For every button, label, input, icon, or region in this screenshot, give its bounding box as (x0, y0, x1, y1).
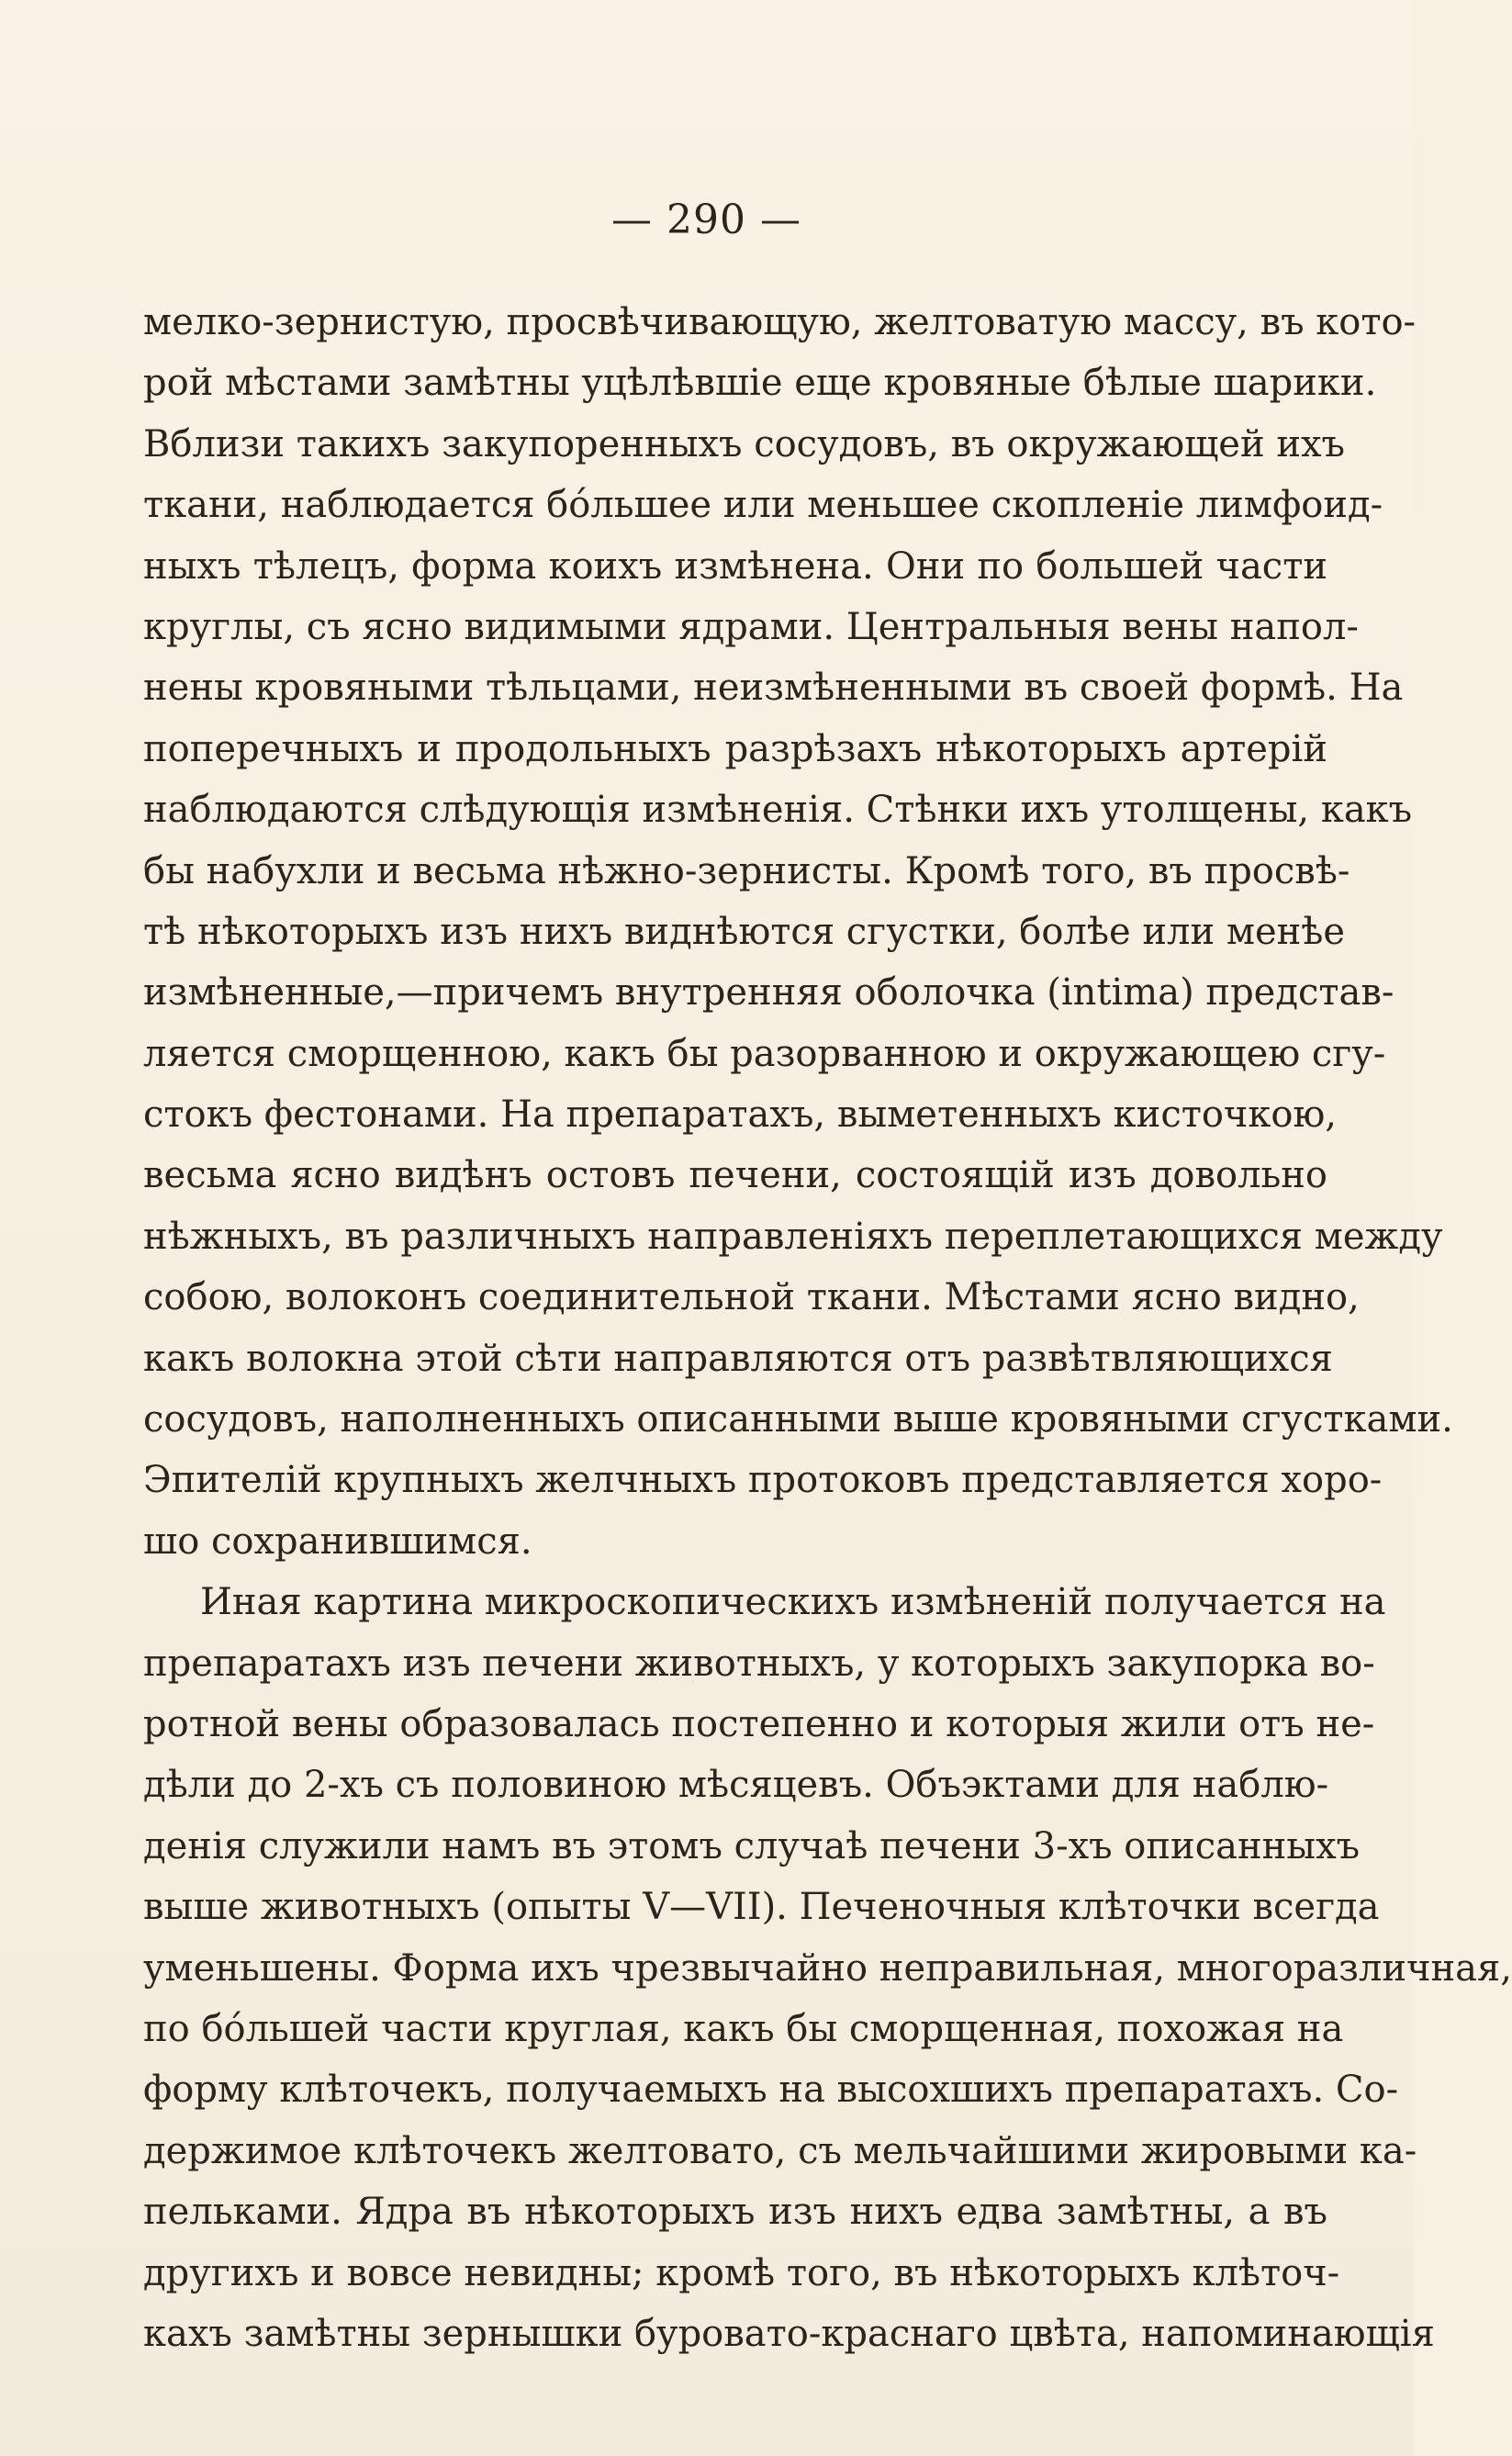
text-line: другихъ и вовсе невидны; кромѣ того, въ нѣкоторыхъ клѣточ- (143, 2251, 1340, 2294)
page-number: — 290 — (611, 196, 801, 243)
text-line: бы набухли и весьма нѣжно-зернисты. Кромѣ того, въ просвѣ- (143, 849, 1350, 892)
paragraph (143, 292, 1453, 1572)
text-line: Вблизи такихъ закупоренныхъ сосудовъ, въ окружающей ихъ (143, 422, 1346, 465)
paragraph (143, 1572, 1512, 2364)
text-line: нѣжныхъ, въ различныхъ направленіяхъ переплетающихся между (143, 1215, 1443, 1258)
text-line: ляется сморщенною, какъ бы разорванною и окружающею сгу- (143, 1032, 1386, 1075)
text-line: нены кровяными тѣльцами, неизмѣненными въ своей формѣ. На (143, 667, 1404, 710)
text-line: поперечныхъ и продольныхъ разрѣзахъ нѣкоторыхъ артерій (143, 727, 1327, 770)
text-line: собою, волоконъ соединительной ткани. Мѣстами ясно видно, (143, 1276, 1360, 1319)
text-line: стокъ фестонами. На препаратахъ, выметенныхъ кисточкою, (143, 1093, 1337, 1137)
text-line: ротной вены образовалась постепенно и которыя жили отъ не- (143, 1702, 1375, 1745)
text-line: пельками. Ядра въ нѣкоторыхъ изъ нихъ едва замѣтны, а въ (143, 2191, 1327, 2234)
text-line: какъ волокна этой сѣти направляются отъ развѣтвляющихся (143, 1337, 1333, 1380)
text-line: денія служили намъ въ этомъ случаѣ печени 3-хъ описанныхъ (143, 1824, 1361, 1867)
text-line: по бо́льшей части круглая, какъ бы сморщенная, похожая на (143, 2007, 1344, 2050)
text-line: Иная картина микроскопическихъ измѣненій получается на (200, 1581, 1386, 1624)
text-line: тѣ нѣкоторыхъ изъ нихъ виднѣются сгустки, болѣе или менѣе (143, 910, 1346, 953)
text-line: весьма ясно видѣнъ остовъ печени, состоящій изъ довольно (143, 1154, 1327, 1197)
text-line: уменьшены. Форма ихъ чрезвычайно неправильная, многоразличная, (143, 1946, 1512, 1990)
text-line: препаратахъ изъ печени животныхъ, у которыхъ закупорка во- (143, 1642, 1375, 1685)
text-line: Эпителій крупныхъ желчныхъ протоковъ представляется хоро- (143, 1459, 1383, 1502)
text-line: кахъ замѣтны зернышки буровато-краснаго цвѣта, напоминающія (143, 2312, 1435, 2355)
text-line: рой мѣстами замѣтны уцѣлѣвшіе еще кровяные бѣлые шарики. (143, 362, 1377, 405)
text-line: выше животныхъ (опыты V—VII). Печеночныя клѣточки всегда (143, 1886, 1380, 1929)
body-text (143, 292, 1512, 2364)
text-line: ныхъ тѣлецъ, форма коихъ измѣнена. Они по большей части (143, 544, 1327, 588)
text-line: измѣненные,—причемъ внутренняя оболочка (intima) представ- (143, 971, 1394, 1015)
text-line: наблюдаются слѣдующія измѣненія. Стѣнки ихъ утолщены, какъ (143, 789, 1413, 832)
text-line: дѣли до 2-хъ съ половиною мѣсяцевъ. Объэктами для наблю- (143, 1764, 1329, 1807)
text-line: ткани, наблюдается бо́льшее или меньшее скопленіе лимфоид- (143, 484, 1383, 527)
text-line: шо сохранившимся. (143, 1520, 532, 1563)
text-line: форму клѣточекъ, получаемыхъ на высохшихъ препаратахъ. Со- (143, 2069, 1399, 2112)
text-line: мелко-зернистую, просвѣчивающую, желтоватую массу, въ кото- (143, 301, 1417, 343)
text-line: круглы, съ ясно видимыми ядрами. Центральныя вены напол- (143, 605, 1359, 648)
text-line: сосудовъ, наполненныхъ описанными выше кровяными сгустками. (143, 1398, 1453, 1441)
text-line: держимое клѣточекъ желтовато, съ мельчайшими жировыми ка- (143, 2129, 1417, 2172)
